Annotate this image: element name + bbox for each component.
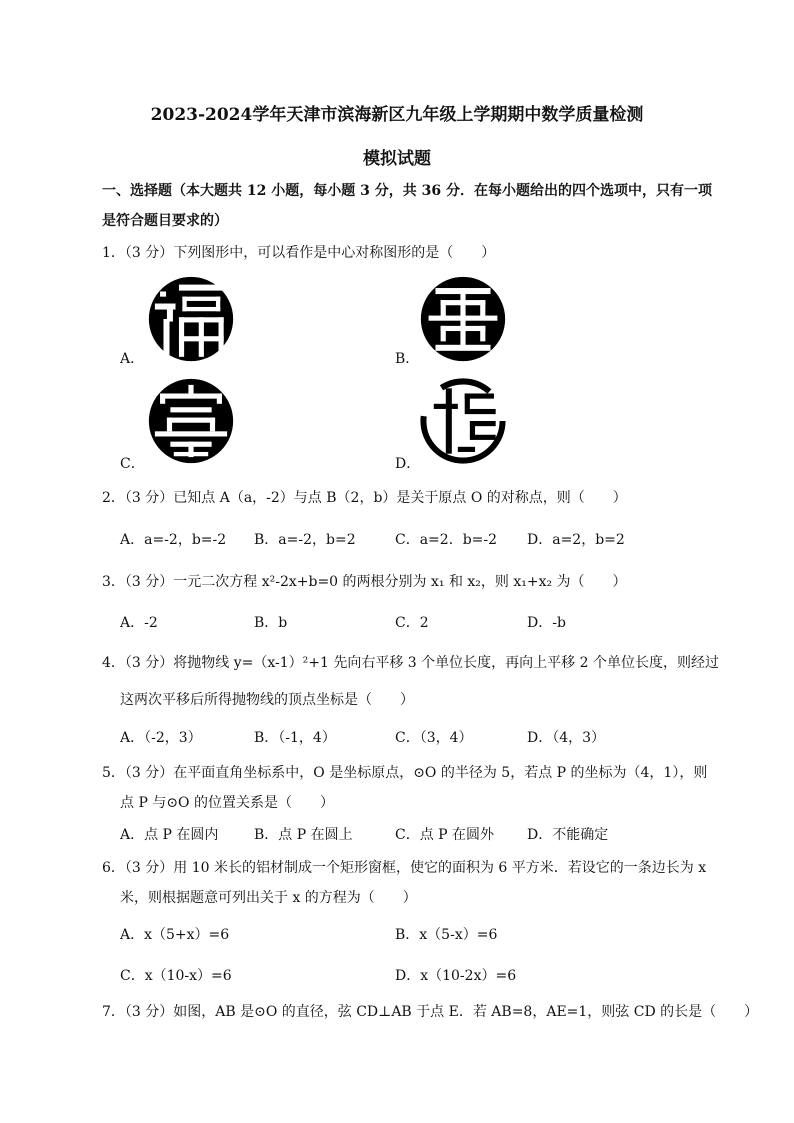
q3-option-a: A．-2 [120, 615, 158, 631]
page-title: 2023-2024学年天津市滨海新区九年级上学期期中数学质量检测 [150, 105, 644, 125]
question-6-stem: 6．（3 分）用 10 米长的铝材制成一个矩形窗框，使它的面积为 6 平方米．若设它的一条边长为 x [102, 860, 707, 876]
question-3-stem: 3．（3 分）一元二次方程 x²-2x+b=0 的两根分别为 x₁ 和 x₂，则 x₁+x₂ 为（ ） [102, 574, 627, 590]
question-6-stem-cont: 米，则根据题意可列出关于 x 的方程为（ ） [120, 890, 417, 906]
question-4-stem: 4．（3 分）将抛物线 y=（x-1）²+1 先向右平移 3 个单位长度，再向上平移 2 个单位长度，则经过 [102, 655, 719, 671]
page-subtitle: 模拟试题 [363, 149, 431, 169]
lu-seal-icon [148, 378, 234, 464]
q4-option-a: A．（-2，3） [120, 730, 202, 746]
q1-option-b: B． [395, 351, 420, 367]
q2-option-b: B．a=-2，b=2 [254, 532, 356, 548]
q6-option-b: B．x（5-x）=6 [395, 927, 498, 943]
question-7-stem: 7．（3 分）如图，AB 是⊙O 的直径，弦 CD⊥AB 于点 E．若 AB=8，AE=1，则弦 CD 的长是（ ） [102, 1004, 759, 1020]
q3-option-b: B．b [254, 615, 288, 631]
q5-option-d: D．不能确定 [527, 827, 609, 843]
q5-option-c: C．点 P 在圆外 [395, 827, 495, 843]
q4-option-c: C．（3，4） [395, 730, 473, 746]
section-heading-cont: 是符合题目要求的） [102, 213, 228, 229]
q3-option-d: D．-b [527, 615, 566, 631]
q2-option-a: A．a=-2，b=-2 [120, 532, 227, 548]
xi-seal-icon [420, 378, 506, 464]
q1-option-c: C． [120, 456, 145, 472]
question-4-stem-cont: 这两次平移后所得抛物线的顶点坐标是（ ） [120, 692, 414, 708]
section-heading: 一、选择题（本大题共 12 小题，每小题 3 分，共 36 分．在每小题给出的四个选项中，只有一项 [102, 183, 712, 199]
q1-option-a: A． [120, 351, 145, 367]
fu-seal-icon [148, 276, 234, 362]
q5-option-b: B．点 P 在圆上 [254, 827, 353, 843]
q6-option-a: A．x（5+x）=6 [120, 927, 230, 943]
q2-option-d: D．a=2，b=2 [527, 532, 625, 548]
shou-seal-icon [420, 276, 506, 362]
q2-option-c: C．a=2．b=-2 [395, 532, 498, 548]
question-5-stem-cont: 点 P 与⊙O 的位置关系是（ ） [120, 795, 334, 811]
q6-option-d: D．x（10-2x）=6 [395, 968, 517, 984]
q4-option-d: D．（4，3） [527, 730, 606, 746]
question-2-stem: 2．（3 分）已知点 A（a，-2）与点 B（2，b）是关于原点 O 的对称点，则（ ） [102, 490, 627, 506]
q6-option-c: C．x（10-x）=6 [120, 968, 232, 984]
q5-option-a: A．点 P 在圆内 [120, 827, 219, 843]
q3-option-c: C．2 [395, 615, 429, 631]
q4-option-b: B．（-1，4） [254, 730, 336, 746]
question-1-stem: 1．（3 分）下列图形中，可以看作是中心对称图形的是（ ） [102, 245, 496, 261]
question-5-stem: 5．（3 分）在平面直角坐标系中，O 是坐标原点，⊙O 的半径为 5，若点 P 的坐标为（4，1），则 [102, 765, 708, 781]
q1-option-d: D． [395, 456, 421, 472]
